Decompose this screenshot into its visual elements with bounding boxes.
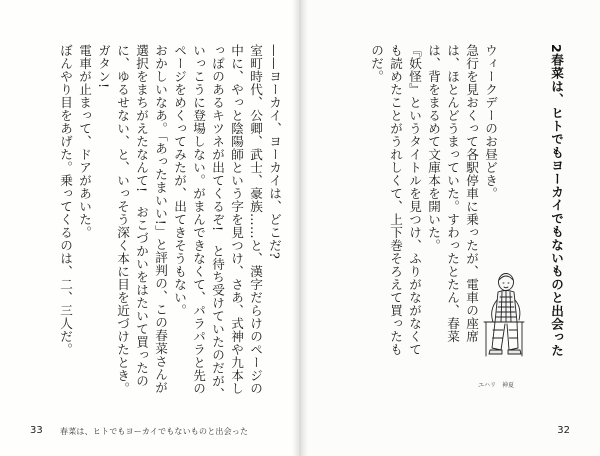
right-page-body [328,44,500,364]
chapter-title: 春菜は、ヒトでもヨーカイでもないものと出会った [549,53,564,357]
paragraph: ウィークデーのお昼どき。 [483,44,498,200]
paragraph: 『妖怪』というタイトルを見つけ、ふりがながなくても読めたことがうれしくて、上下巻そろえて買ったものだ。 [369,44,422,356]
paragraph: 室町時代、公卿、武士、豪族……と、漢字だらけのページの中に、やっと陰陽師という字を見つけ、さあ、式神や九本しっぽのあるキツネが出てくるぞ! と待ち受けていたのだが、いっこうに登場しない。がまんできなくて、パラパラと先のページをめくってみたが、出てきそうもない。 [172,44,263,401]
page-number-right: 32 [557,425,570,436]
paragraph: ぼんやり目をあげた。乗ってくるのは、二、三人だ。 [58,44,73,356]
paragraph: ガタン! [96,44,111,89]
paragraph: 電車が止まって、ドアがあいた。 [77,44,92,239]
right-page [300,0,600,456]
chapter-number: 2 [549,44,564,54]
page-number-left: 33 [30,425,43,436]
illustration-seated-figure [476,270,532,370]
paragraph: 急行を見おくって各駅停車に乗ったが、電車の座席は、ほとんどうまっていた。すわったとたん、春菜は、背をまるめて文庫本を開いた。 [426,44,479,343]
paragraph: おかしいなあ。「あったまいい!」と評判の、この春菜さんが選択をまちがえたなんて! おこづかいをはたいて買ったのに、ゆるせない、と、いっそう深く本に目を近づけたとき。 [115,44,168,395]
left-page-body [36,44,284,402]
book-gutter [292,0,308,456]
running-head: 春菜は、ヒトでもヨーカイでもないものと出会った [60,427,249,436]
paragraph: ——ヨーカイ、ヨーカイは、どこだ? [267,44,282,260]
illustration-caption: ユハリ 神夏 [478,382,515,389]
